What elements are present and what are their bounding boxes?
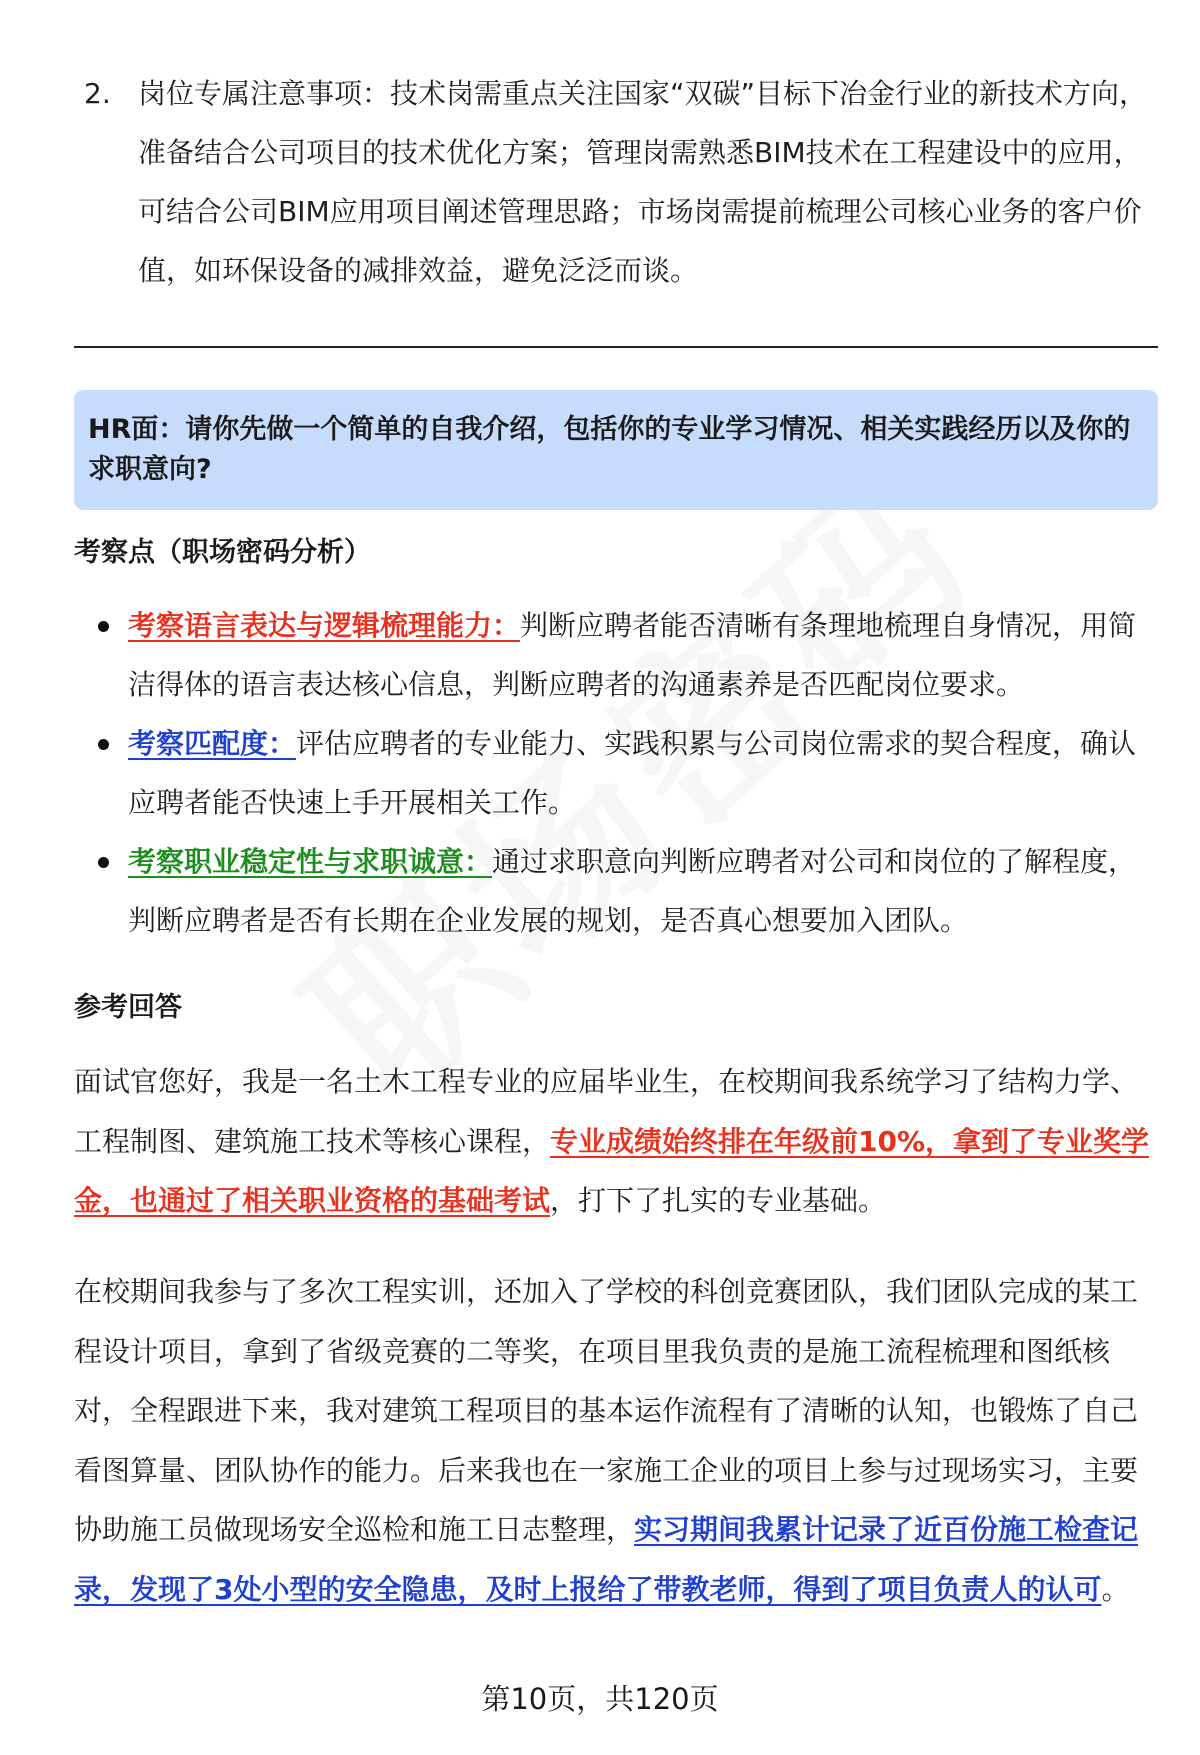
answer-paragraph-1	[74, 1052, 1154, 1231]
bullet-keyword: 考察语言表达与逻辑梳理能力：	[128, 609, 521, 642]
page-number-footer: 第10页，共120页	[481, 1682, 719, 1716]
horizontal-divider	[74, 346, 1158, 348]
answer-text: ，打下了扎实的专业基础。	[550, 1184, 887, 1217]
list-item	[96, 714, 1156, 832]
list-item	[96, 832, 1156, 950]
answer-text: 面试官您好，我是一名土木工程专业的应届毕业生，在校期间我系统学习了结构力学、工程制图、建筑施工技术等核心课程，	[74, 1065, 1139, 1158]
answer-title: 参考回答	[74, 992, 182, 1023]
exam-points-list	[96, 596, 1156, 950]
bullet-keyword: 考察职业稳定性与求职诚意：	[128, 845, 493, 878]
answer-highlight: 专业成绩始终排在年级前10%，拿到了专业奖学金，也通过了相关职业资格的基础考试	[74, 1124, 1150, 1217]
item-number: 2.	[84, 77, 111, 110]
list-item	[96, 596, 1156, 714]
answer-highlight: 实习期间我累计记录了近百份施工检查记录，发现了3处小型的安全隐患，及时上报给了带教老师，得到了项目负责人的认可	[74, 1513, 1139, 1606]
bullet-text: 评估应聘者的专业能力、实践积累与公司岗位需求的契合程度，确认应聘者能否快速上手开展相关工作。	[128, 727, 1137, 819]
item-text: 岗位专属注意事项：技术岗需重点关注国家“双碳”目标下冶金行业的新技术方向，准备结合公司项目的技术优化方案；管理岗需熟悉BIM技术在工程建设中的应用，可结合公司BIM应用项目阐述管理思路；市场岗需提前梳理公司核心业务的客户价值，如环保设备的减排效益，避免泛泛而谈。	[138, 77, 1148, 287]
answer-text: 在校期间我参与了多次工程实训，还加入了学校的科创竞赛团队，我们团队完成的某工程设计项目，拿到了省级竞赛的二等奖，在项目里我负责的是施工流程梳理和图纸核对，全程跟进下来，我对建筑工程项目的基本运作流程有了清晰的认知，也锻炼了自己看图算量、团队协作的能力。后来我也在一家施工企业的项目上参与过现场实习，主要协助施工员做现场安全巡检和施工日志整理，	[74, 1275, 1139, 1546]
question-box: HR面：请你先做一个简单的自我介绍，包括你的专业学习情况、相关实践经历以及你的求职意向?	[74, 390, 1158, 510]
bullet-text: 判断应聘者能否清晰有条理地梳理自身情况，用简洁得体的语言表达核心信息，判断应聘者的沟通素养是否匹配岗位要求。	[128, 609, 1137, 701]
answer-text: 。	[1101, 1572, 1130, 1606]
bullet-text: 通过求职意向判断应聘者对公司和岗位的了解程度，判断应聘者是否有长期在企业发展的规划，是否真心想要加入团队。	[128, 845, 1137, 937]
bullet-keyword: 考察匹配度：	[128, 727, 297, 760]
numbered-item-2	[74, 64, 1154, 300]
answer-paragraph-2	[74, 1262, 1154, 1619]
exam-points-title: 考察点（职场密码分析）	[74, 537, 371, 568]
